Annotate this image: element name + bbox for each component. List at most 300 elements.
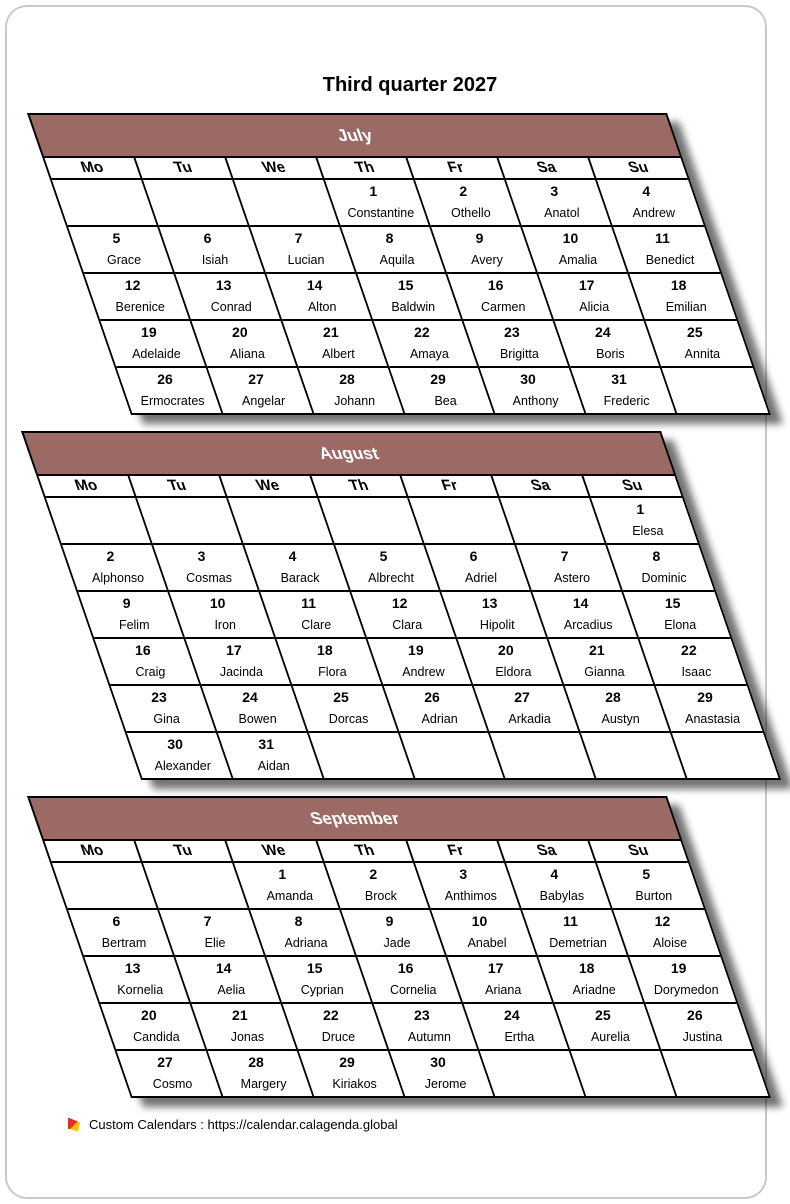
name-day: Lucian [287, 253, 325, 267]
day-cell [597, 180, 704, 227]
day-number: 19 [670, 960, 687, 976]
name-day: Flora [317, 665, 347, 679]
day-number: 12 [391, 595, 408, 611]
name-day: Jade [383, 936, 411, 950]
day-cell [357, 957, 464, 1004]
name-day: Ariana [485, 983, 522, 997]
day-number: 22 [681, 642, 697, 658]
name-day: Amaya [409, 347, 449, 361]
weekday-header: Mo [38, 476, 136, 498]
name-day: Iron [214, 618, 236, 632]
empty-cell [319, 498, 426, 545]
day-cell [426, 545, 533, 592]
empty-cell [46, 498, 153, 545]
day-cell [175, 957, 282, 1004]
day-number: 6 [469, 548, 478, 564]
month-name: August [316, 443, 382, 463]
month-header [27, 796, 682, 839]
day-number: 18 [579, 960, 595, 976]
day-number: 16 [135, 642, 151, 658]
name-day: Druce [321, 1030, 355, 1044]
name-day: Margery [240, 1077, 287, 1091]
day-number: 15 [397, 277, 414, 293]
day-number: 23 [413, 1007, 430, 1023]
day-number: 20 [141, 1007, 157, 1023]
name-day: Anthimos [445, 889, 498, 903]
day-number: 29 [338, 1054, 355, 1070]
name-day: Alicia [579, 300, 610, 314]
day-number: 6 [203, 230, 212, 246]
name-day: Carmen [481, 300, 526, 314]
day-number: 16 [488, 277, 504, 293]
empty-cell [409, 498, 516, 545]
empty-cell [662, 1051, 768, 1096]
day-number: 3 [197, 548, 206, 564]
name-day: Constantine [347, 206, 414, 220]
name-day: Eldora [495, 665, 532, 679]
day-cell [571, 368, 677, 413]
month-name: July [334, 125, 375, 145]
weekday-header: We [226, 841, 324, 863]
month-september [27, 796, 771, 1098]
name-day: Frederic [603, 394, 650, 408]
name-day: Dominic [641, 571, 687, 585]
day-number: 5 [642, 866, 651, 882]
name-day: Andrew [401, 665, 445, 679]
day-cell [565, 686, 672, 733]
day-cell [244, 545, 351, 592]
day-cell [234, 863, 341, 910]
empty-cell [480, 1051, 586, 1096]
day-number: 14 [573, 595, 589, 611]
day-number: 13 [482, 595, 498, 611]
day-number: 10 [562, 230, 579, 246]
empty-cell [571, 1051, 677, 1096]
day-cell [613, 910, 720, 957]
day-cell [555, 1004, 662, 1051]
day-cell [325, 180, 432, 227]
day-number: 28 [605, 689, 622, 705]
name-day: Emilian [665, 300, 707, 314]
name-day: Jerome [424, 1077, 466, 1091]
day-cell [523, 227, 630, 274]
day-number: 26 [157, 371, 173, 387]
weekday-header: Su [590, 158, 688, 180]
day-number: 21 [322, 324, 339, 340]
footer-link[interactable]: Custom Calendars : https://calendar.calagenda.global [89, 1117, 398, 1132]
day-cell [383, 686, 490, 733]
day-number: 23 [151, 689, 167, 705]
day-cell [373, 1004, 480, 1051]
name-day: Othello [451, 206, 492, 220]
empty-cell [228, 498, 335, 545]
empty-cell [52, 863, 159, 910]
name-day: Aloise [653, 936, 688, 950]
day-cell [250, 910, 357, 957]
name-day: Albert [321, 347, 355, 361]
day-cell [373, 321, 480, 368]
name-day: Felim [118, 618, 150, 632]
day-cell [62, 545, 169, 592]
day-number: 13 [215, 277, 232, 293]
day-cell [415, 863, 522, 910]
empty-cell [662, 368, 768, 413]
name-day: Aelia [217, 983, 245, 997]
day-cell [474, 686, 581, 733]
day-cell [597, 863, 704, 910]
empty-cell [400, 733, 506, 778]
day-cell [458, 639, 565, 686]
day-number: 8 [652, 548, 661, 564]
day-cell [506, 180, 613, 227]
calendar-logo-icon [68, 1118, 80, 1132]
day-cell [480, 368, 586, 413]
day-cell [84, 274, 191, 321]
day-number: 19 [141, 324, 157, 340]
day-cell [464, 321, 571, 368]
name-day: Alton [307, 300, 337, 314]
day-cell [389, 1051, 495, 1096]
name-day: Kiriakos [332, 1077, 377, 1091]
name-day: Anthony [513, 394, 559, 408]
name-day: Ermocrates [140, 394, 205, 408]
weekday-header: We [220, 476, 318, 498]
day-number: 8 [385, 230, 393, 246]
day-cell [533, 592, 640, 639]
weekday-header: Fr [402, 476, 500, 498]
name-day: Aliana [229, 347, 265, 361]
name-day: Babylas [539, 889, 585, 903]
day-cell [357, 274, 464, 321]
empty-cell [137, 498, 244, 545]
day-cell [656, 686, 763, 733]
name-day: Ariadne [572, 983, 617, 997]
name-day: Andrew [632, 206, 676, 220]
day-number: 31 [258, 736, 274, 752]
day-cell [630, 274, 737, 321]
day-cell [282, 321, 389, 368]
name-day: Angelar [241, 394, 285, 408]
day-number: 16 [397, 960, 414, 976]
day-number: 9 [475, 230, 484, 246]
day-cell [276, 639, 383, 686]
name-day: Cosmo [152, 1077, 193, 1091]
name-day: Elie [204, 936, 226, 950]
day-number: 26 [423, 689, 440, 705]
day-cell [95, 639, 202, 686]
name-day: Amalia [559, 253, 598, 267]
day-cell [646, 1004, 753, 1051]
name-day: Bowen [238, 712, 277, 726]
day-cell [630, 957, 737, 1004]
day-number: 18 [316, 642, 333, 658]
name-day: Kornelia [117, 983, 164, 997]
weekday-header: Tu [135, 158, 233, 180]
name-day: Brock [364, 889, 397, 903]
day-number: 24 [595, 324, 611, 340]
day-number: 27 [514, 689, 531, 705]
name-day: Alexander [154, 759, 211, 773]
empty-cell [309, 733, 415, 778]
day-number: 13 [124, 960, 141, 976]
day-number: 3 [459, 866, 468, 882]
day-number: 7 [294, 230, 303, 246]
day-number: 4 [288, 548, 297, 564]
name-day: Ertha [504, 1030, 535, 1044]
day-number: 27 [157, 1054, 173, 1070]
day-cell [506, 863, 613, 910]
day-cell [127, 733, 233, 778]
day-cell [539, 957, 646, 1004]
name-day: Autumn [407, 1030, 451, 1044]
name-day: Anatol [544, 206, 580, 220]
day-cell [549, 639, 656, 686]
day-number: 22 [413, 324, 430, 340]
empty-cell [672, 733, 778, 778]
day-number: 26 [687, 1007, 703, 1023]
day-number: 27 [248, 371, 264, 387]
name-day: Adriana [284, 936, 328, 950]
name-day: Benedict [645, 253, 695, 267]
name-day: Clara [391, 618, 422, 632]
weekday-header: Fr [408, 841, 506, 863]
day-cell [299, 368, 405, 413]
name-day: Johann [333, 394, 375, 408]
name-day: Justina [682, 1030, 723, 1044]
name-day: Albrecht [367, 571, 414, 585]
day-cell [442, 592, 549, 639]
day-number: 20 [498, 642, 515, 658]
name-day: Cornelia [389, 983, 437, 997]
day-cell [415, 180, 522, 227]
name-day: Adrian [421, 712, 458, 726]
day-number: 24 [504, 1007, 521, 1023]
day-cell [101, 1004, 208, 1051]
name-day: Anabel [467, 936, 507, 950]
name-day: Aurelia [591, 1030, 631, 1044]
day-number: 17 [488, 960, 504, 976]
day-number: 19 [407, 642, 424, 658]
day-number: 1 [636, 501, 645, 517]
day-cell [539, 274, 646, 321]
day-cell [523, 910, 630, 957]
name-day: Aquila [379, 253, 414, 267]
weekday-header: Sa [499, 158, 597, 180]
weekday-header: Sa [499, 841, 597, 863]
day-number: 9 [122, 595, 131, 611]
day-cell [432, 910, 539, 957]
day-number: 10 [472, 913, 488, 929]
name-day: Gianna [584, 665, 625, 679]
day-cell [640, 639, 747, 686]
day-cell [208, 368, 314, 413]
day-cell [646, 321, 753, 368]
name-day: Avery [471, 253, 504, 267]
weekday-header: Sa [493, 476, 591, 498]
day-cell [293, 686, 400, 733]
footer [68, 1117, 398, 1132]
day-number: 21 [231, 1007, 248, 1023]
day-number: 11 [655, 230, 671, 246]
name-day: Elona [664, 618, 697, 632]
month-august [21, 431, 781, 780]
name-day: Arcadius [564, 618, 613, 632]
day-number: 11 [300, 595, 316, 611]
name-day: Gina [153, 712, 180, 726]
day-number: 31 [611, 371, 628, 387]
day-number: 15 [664, 595, 681, 611]
name-day: Arkadia [508, 712, 552, 726]
day-number: 20 [231, 324, 248, 340]
weekday-header: Su [584, 476, 682, 498]
day-number: 12 [124, 277, 141, 293]
month-header [21, 431, 676, 474]
name-day: Candida [133, 1030, 180, 1044]
empty-cell [581, 733, 687, 778]
day-cell [464, 1004, 571, 1051]
day-cell [250, 227, 357, 274]
day-cell [325, 863, 432, 910]
name-day: Craig [135, 665, 166, 679]
day-cell [613, 227, 720, 274]
day-number: 3 [550, 183, 559, 199]
day-number: 30 [520, 371, 537, 387]
name-day: Austyn [601, 712, 640, 726]
day-cell [78, 592, 185, 639]
empty-cell [490, 733, 596, 778]
day-cell [68, 910, 175, 957]
day-number: 4 [642, 183, 651, 199]
weekday-header: Mo [44, 841, 142, 863]
empty-cell [234, 180, 341, 227]
month-header [27, 113, 682, 156]
name-day: Burton [635, 889, 673, 903]
day-cell [191, 1004, 298, 1051]
day-cell [624, 592, 731, 639]
day-number: 4 [550, 866, 559, 882]
month-july [27, 113, 771, 415]
day-cell [117, 1051, 223, 1096]
day-cell [101, 321, 208, 368]
day-number: 6 [112, 913, 121, 929]
weekday-header: Su [590, 841, 688, 863]
month-grid [42, 156, 771, 415]
day-cell [159, 227, 266, 274]
day-number: 9 [385, 913, 393, 929]
month-grid [42, 839, 771, 1098]
day-cell [367, 639, 474, 686]
day-number: 7 [203, 913, 212, 929]
name-day: Cosmas [185, 571, 232, 585]
day-cell [208, 1051, 314, 1096]
weekday-header: Th [311, 476, 409, 498]
day-cell [266, 957, 373, 1004]
empty-cell [143, 863, 250, 910]
day-number: 2 [368, 866, 377, 882]
day-cell [191, 321, 298, 368]
name-day: Hipolit [480, 618, 516, 632]
day-cell [185, 639, 292, 686]
name-day: Baldwin [390, 300, 435, 314]
day-cell [175, 274, 282, 321]
name-day: Grace [107, 253, 142, 267]
day-cell [341, 227, 448, 274]
day-number: 2 [106, 548, 115, 564]
name-day: Bertram [101, 936, 147, 950]
empty-cell [500, 498, 607, 545]
day-cell [351, 592, 458, 639]
day-cell [266, 274, 373, 321]
day-number: 12 [654, 913, 671, 929]
name-day: Alphonso [91, 571, 145, 585]
name-day: Jonas [230, 1030, 264, 1044]
empty-cell [143, 180, 250, 227]
day-cell [218, 733, 324, 778]
day-number: 25 [687, 324, 703, 340]
name-day: Adriel [465, 571, 498, 585]
day-number: 30 [167, 736, 183, 752]
page-title: Third quarter 2027 [322, 74, 498, 96]
day-number: 30 [429, 1054, 446, 1070]
day-number: 2 [459, 183, 468, 199]
day-cell [169, 592, 276, 639]
day-number: 5 [112, 230, 121, 246]
weekday-header: Mo [44, 158, 142, 180]
day-cell [202, 686, 309, 733]
month-grid [36, 474, 781, 780]
day-number: 28 [338, 371, 355, 387]
name-day: Isiah [201, 253, 229, 267]
day-number: 21 [589, 642, 605, 658]
day-number: 29 [697, 689, 713, 705]
day-number: 18 [670, 277, 687, 293]
day-number: 7 [560, 548, 569, 564]
day-number: 1 [368, 183, 377, 199]
day-cell [389, 368, 495, 413]
name-day: Anastasia [685, 712, 741, 726]
day-number: 28 [248, 1054, 264, 1070]
name-day: Jacinda [219, 665, 263, 679]
name-day: Astero [554, 571, 591, 585]
day-cell [260, 592, 367, 639]
day-cell [555, 321, 662, 368]
day-cell [432, 227, 539, 274]
name-day: Elesa [632, 524, 664, 538]
day-number: 14 [215, 960, 232, 976]
day-cell [299, 1051, 405, 1096]
day-number: 25 [332, 689, 349, 705]
day-number: 22 [322, 1007, 339, 1023]
day-number: 11 [563, 913, 579, 929]
name-day: Conrad [210, 300, 252, 314]
name-day: Aidan [257, 759, 290, 773]
day-number: 24 [242, 689, 258, 705]
day-number: 8 [294, 913, 303, 929]
name-day: Clare [300, 618, 331, 632]
weekday-header: Tu [129, 476, 227, 498]
day-number: 17 [579, 277, 595, 293]
weekday-header: Th [317, 158, 415, 180]
day-cell [117, 368, 223, 413]
name-day: Barack [280, 571, 320, 585]
day-number: 14 [306, 277, 323, 293]
name-day: Annita [684, 347, 721, 361]
name-day: Isaac [681, 665, 712, 679]
weekday-header: Th [317, 841, 415, 863]
day-cell [448, 274, 555, 321]
day-number: 17 [225, 642, 242, 658]
name-day: Dorcas [328, 712, 369, 726]
